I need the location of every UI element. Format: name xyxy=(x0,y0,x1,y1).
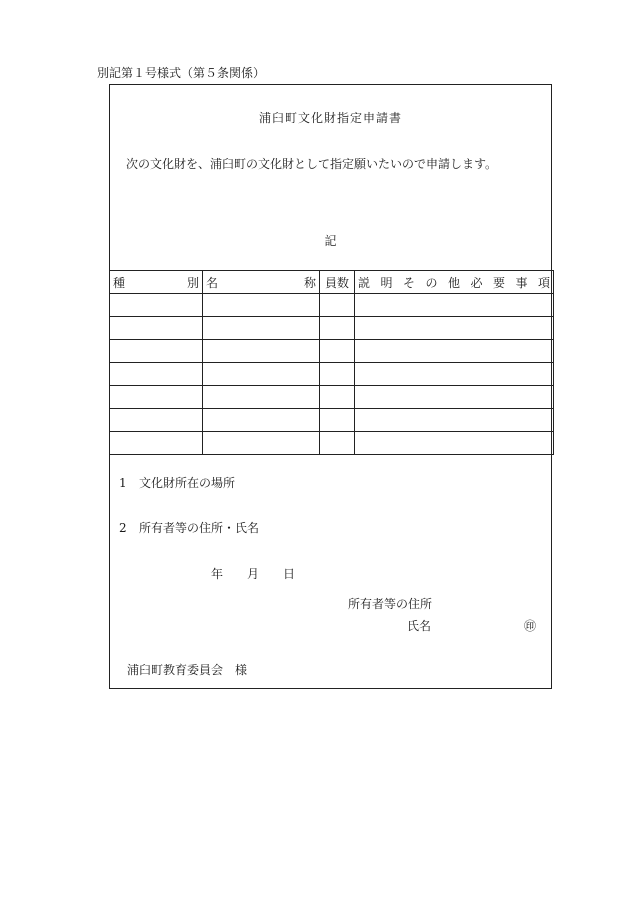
header-name xyxy=(203,271,320,294)
header-type xyxy=(110,271,203,294)
cell-count xyxy=(320,432,355,455)
cell-name xyxy=(203,386,320,409)
cell-type xyxy=(110,317,203,340)
recipient: 浦臼町教育委員会 様 xyxy=(127,663,248,677)
ki-heading: 記 xyxy=(324,234,337,248)
cell-name xyxy=(203,363,320,386)
cell-notes xyxy=(355,363,554,386)
cell-type xyxy=(110,386,203,409)
header-name-char2: 称 xyxy=(303,275,316,290)
name-label: 氏名 xyxy=(407,619,432,633)
table-row xyxy=(110,409,554,432)
form-title: 浦臼町文化財指定申請書 xyxy=(258,111,402,125)
header-name-char1: 名 xyxy=(206,275,219,290)
cell-name xyxy=(203,340,320,363)
owner-address-label: 所有者等の住所 xyxy=(348,597,433,611)
date-month: 月 xyxy=(246,567,259,581)
cell-notes xyxy=(355,294,554,317)
table-row xyxy=(110,363,554,386)
cell-name xyxy=(203,409,320,432)
cell-notes xyxy=(355,386,554,409)
cell-count xyxy=(320,294,355,317)
seal-mark: ㊞ xyxy=(524,619,537,633)
cell-count xyxy=(320,409,355,432)
cell-type xyxy=(110,340,203,363)
table-row xyxy=(110,340,554,363)
cell-count xyxy=(320,386,355,409)
cell-name xyxy=(203,432,320,455)
header-type-char2: 別 xyxy=(186,275,199,290)
cell-notes xyxy=(355,340,554,363)
table-body xyxy=(110,294,554,455)
table-row xyxy=(110,432,554,455)
cell-name xyxy=(203,294,320,317)
item-owner-number: 2 xyxy=(119,521,127,535)
header-count: 員数 xyxy=(320,271,355,294)
table-header-row xyxy=(110,271,554,294)
cell-notes xyxy=(355,432,554,455)
table-row xyxy=(110,317,554,340)
header-notes: 説明その他必要事項 xyxy=(355,271,554,294)
cell-type xyxy=(110,363,203,386)
table-row xyxy=(110,294,554,317)
table-row xyxy=(110,386,554,409)
cell-type xyxy=(110,432,203,455)
property-table xyxy=(109,270,554,455)
item-location xyxy=(119,474,235,491)
intro-sentence: 次の文化財を、浦臼町の文化財として指定願いたいので申請します。 xyxy=(126,157,498,171)
item-owner-label: 所有者等の住所・氏名 xyxy=(139,521,260,535)
cell-count xyxy=(320,340,355,363)
cell-count xyxy=(320,317,355,340)
date-day: 日 xyxy=(282,567,295,581)
date-line xyxy=(187,565,295,582)
application-form xyxy=(109,84,552,689)
cell-type xyxy=(110,409,203,432)
item-owner xyxy=(119,519,259,536)
date-year: 年 xyxy=(210,567,223,581)
header-type-char1: 種 xyxy=(113,275,126,290)
item-location-label: 文化財所在の場所 xyxy=(139,476,236,490)
cell-notes xyxy=(355,317,554,340)
item-location-number: 1 xyxy=(119,476,127,490)
cell-type xyxy=(110,294,203,317)
cell-count xyxy=(320,363,355,386)
form-number-note: 別記第１号様式（第５条関係） xyxy=(97,66,266,80)
cell-name xyxy=(203,317,320,340)
cell-notes xyxy=(355,409,554,432)
